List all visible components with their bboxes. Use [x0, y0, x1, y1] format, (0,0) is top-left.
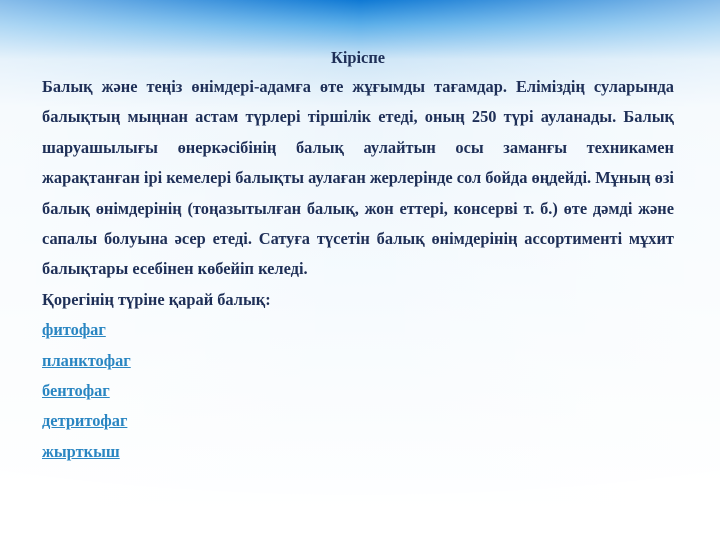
list-item	[42, 315, 674, 345]
list-item	[42, 346, 674, 376]
link-detritophage[interactable]: детритофаг	[42, 411, 128, 431]
link-planktophage[interactable]: планктофаг	[42, 350, 131, 370]
list-item	[42, 437, 674, 467]
list-heading: Қорегінің түріне қарай балық:	[42, 289, 271, 309]
slide-title: Кіріспе	[330, 48, 386, 67]
slide-content	[42, 44, 674, 467]
link-predator[interactable]: жырткыш	[42, 441, 120, 461]
link-benthophage[interactable]: бентофаг	[42, 381, 110, 401]
list-item	[42, 376, 674, 406]
intro-paragraph: Балық және теңіз өнімдері-адамға өте жұғымды тағамдар. Еліміздің суларында балықтың мыңнан астам түрлері тіршілік етеді, оның 250 түрі ауланады. Балық шаруашылығы өнеркәсібінің балық аулайтын осы заманғы техникамен жарақтанған ірі кемелері балықты аулаған жерлерінде сол бойда өңдейді. Мұның өзі балық өнімдерінің (тоңазытылған балық, жон еттері, консерві т. б.) өте дәмді және сапалы болуына әсер етеді. Сатуға түсетін балық өнімдерінің ассортименті мұхит балықтары есебінен көбейіп келеді.	[42, 77, 674, 279]
list-item	[42, 406, 674, 436]
link-phytophage[interactable]: фитофаг	[42, 320, 106, 340]
fish-type-links	[42, 315, 674, 467]
